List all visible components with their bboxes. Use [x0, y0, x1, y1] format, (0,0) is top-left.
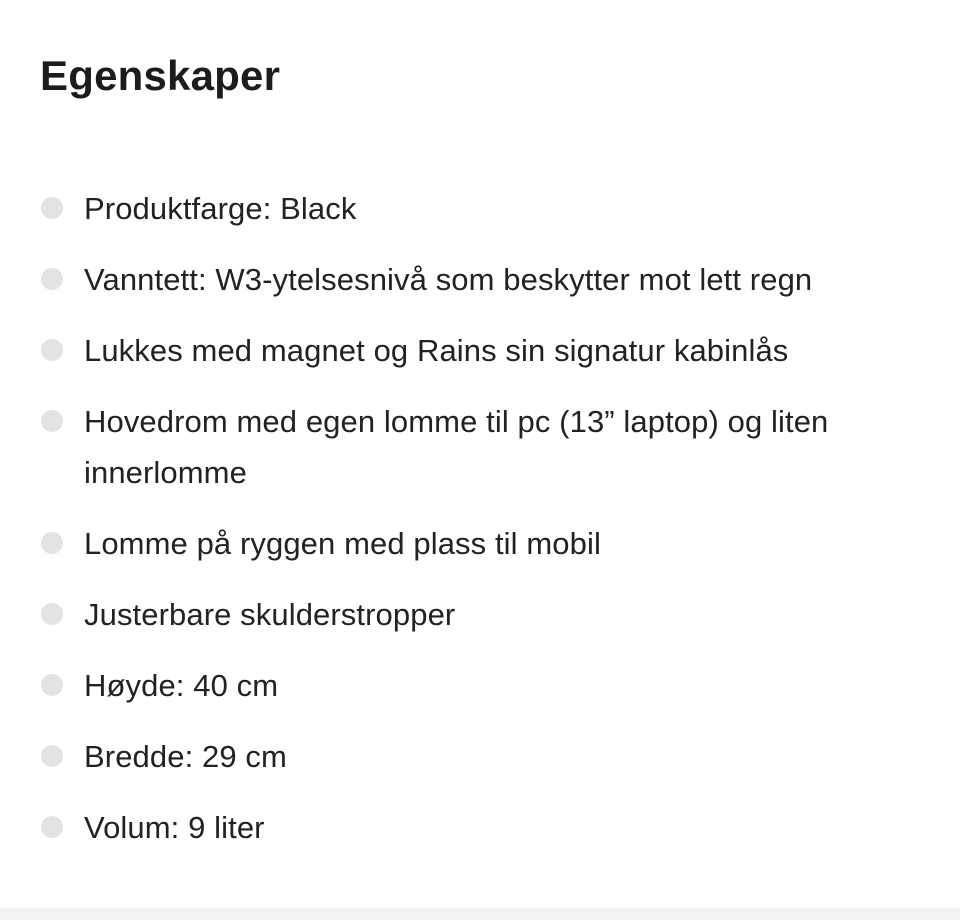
circle-bullet-icon — [41, 197, 63, 219]
feature-item-height — [40, 660, 920, 711]
feature-text: Justerbare skulderstropper — [84, 597, 456, 632]
circle-bullet-icon — [41, 603, 63, 625]
feature-text: Lukkes med magnet og Rains sin signatur kabinlås — [84, 333, 789, 368]
circle-bullet-icon — [41, 674, 63, 696]
circle-bullet-icon — [41, 268, 63, 290]
circle-bullet-icon — [41, 816, 63, 838]
section-title: Egenskaper — [40, 52, 281, 99]
circle-bullet-icon — [41, 745, 63, 767]
feature-item-width — [40, 731, 920, 782]
feature-item-back-pocket — [40, 518, 920, 569]
feature-text: Hovedrom med egen lomme til pc (13” laptop) og liten innerlomme — [84, 404, 829, 490]
feature-text: Volum: 9 liter — [84, 810, 265, 845]
feature-text: Vanntett: W3-ytelsesnivå som beskytter mot lett regn — [84, 262, 813, 297]
feature-item-closure — [40, 325, 920, 376]
circle-bullet-icon — [41, 410, 63, 432]
feature-item-color — [40, 183, 920, 234]
feature-item-straps — [40, 589, 920, 640]
feature-text: Produktfarge: Black — [84, 191, 357, 226]
bottom-divider — [0, 908, 960, 920]
feature-text: Bredde: 29 cm — [84, 739, 287, 774]
feature-item-volume — [40, 802, 920, 853]
feature-item-waterproof — [40, 254, 920, 305]
circle-bullet-icon — [41, 339, 63, 361]
feature-text: Lomme på ryggen med plass til mobil — [84, 526, 601, 561]
feature-item-main-compartment — [40, 396, 920, 498]
feature-text: Høyde: 40 cm — [84, 668, 279, 703]
feature-list — [40, 183, 920, 873]
circle-bullet-icon — [41, 532, 63, 554]
